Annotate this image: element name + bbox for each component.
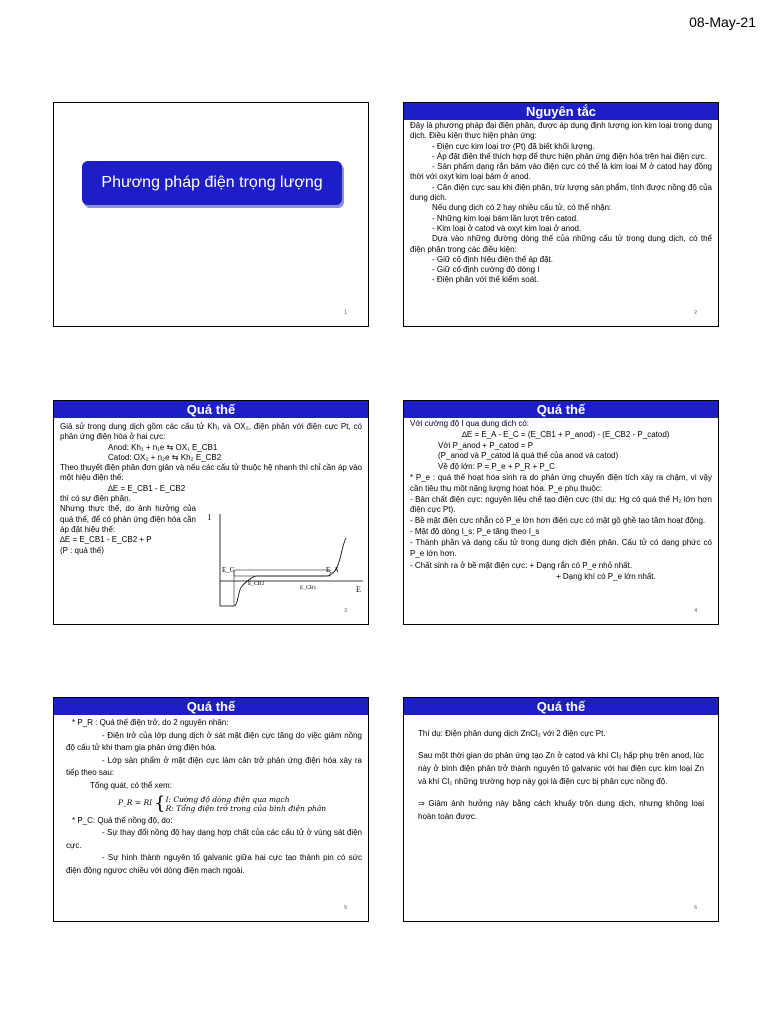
text-line: - Sản phẩm dạng rắn bám vào điện cực có thể là kim loại M ở catod hay đồng thời với oxyt kim loại bám ở anod. <box>410 162 712 182</box>
text-paragraph: Giả sử trong dung dịch gồm các cấu tử Kh₁ và OX₂, điện phân với điện cực Pt, có phản ứng điện hóa ở hai cực: <box>60 422 362 442</box>
slide-6 <box>403 697 719 922</box>
slide-number: 4 <box>694 608 697 614</box>
equation: ∆E = E_A - E_C = (E_CB1 + P_anod) - (E_CB2 - P_catod) <box>462 429 670 439</box>
slide-1 <box>53 102 369 327</box>
ec-label: E_C <box>222 566 235 574</box>
slide-2 <box>403 102 719 327</box>
text-line: * P_R : Quá thế điện trở, do 2 nguyên nhân: <box>72 718 229 727</box>
text-line: - Điện phân với thế kiểm soát. <box>432 275 539 285</box>
slide-number: 6 <box>694 905 697 911</box>
text-line: - Thành phần và dạng cấu tử trong dung dịch điện phân. Cấu tử có dạng phức có P_e lớn hơn. <box>410 537 712 558</box>
text-line: - Kim loại ở catod và oxyt kim loại ở anod. <box>432 223 582 233</box>
text-paragraph: Theo thuyết điện phân đơn giản và nếu các cấu tử thuộc hệ nhanh thì chỉ cần áp vào một hiệu điện thế: <box>60 463 362 483</box>
text-line: (P_anod và P_catod là quá thế của anod và catod) <box>438 451 619 461</box>
equation: ∆E = E_CB1 - E_CB2 + P <box>60 535 152 545</box>
slide-title: Phương pháp điện trọng lượng <box>82 161 342 205</box>
text-line: Dựa vào những đường dòng thế của những cấu tử trong dung dịch, có thể điện phân trong các điều kiện: <box>410 234 712 254</box>
text-line: - Giữ cố định cường độ dòng I <box>432 265 540 275</box>
text-line: - Những kim loại bám lần lượt trên catod. <box>432 213 579 223</box>
text-line: - Chất sinh ra ở bề mặt điện cực: + Dạng rắn có P_e nhỏ nhất. <box>410 561 633 571</box>
slide-header: Quá thế <box>404 698 718 715</box>
text-line: * P_C: Quá thế nồng độ, do: <box>72 815 173 825</box>
page-date: 08-May-21 <box>689 14 756 30</box>
formula-i-definition: I: Cường độ dòng điện qua mạch <box>165 794 290 804</box>
y-axis-label: I <box>208 513 211 522</box>
slide-number: 2 <box>694 310 697 316</box>
text-line: Đây là phương pháp đại điện phân, được áp dụng định lượng ion kim loại trong dung dịch. Điều kiện thực hiện phản ứng: <box>410 121 712 141</box>
slide-header: Quá thế <box>54 698 368 715</box>
text-line: - Áp đặt điện thế thích hợp để thực hiện phản ứng điện hóa trên hai điện cực. <box>432 151 707 161</box>
slide-body <box>404 418 718 583</box>
ea-label: E_A <box>326 566 339 574</box>
slide-body <box>404 120 718 286</box>
text-paragraph: Sau một thời gian do phản ứng tạo Zn ở catod và khí Cl₂ hấp phụ trên anod, lúc này ở bình điện phân trở thành nguyên tố galvanic với hai điện cực kim loại Zn và khí Cl₂ những trường hợp này gọi là điện cực bị phân cực nồng độ. <box>418 751 704 786</box>
slide-number: 3 <box>344 608 347 614</box>
equation: ∆E = E_CB1 - E_CB2 <box>108 483 186 493</box>
text-line: - Cân điện cực sau khi điện phân, trừ lượng sản phẩm, tính được nồng độ của dung dịch. <box>410 182 712 203</box>
slide-body <box>54 715 368 878</box>
text-line: Nếu dung dịch có 2 hay nhiều cấu tử, có thể nhận: <box>432 203 612 213</box>
equation: Với P_anod + P_catod = P <box>438 440 534 450</box>
anode-reaction: Anod: Kh₁ + n₁e ⇆ OX₁ E_CB1 <box>108 442 218 452</box>
formula-brace: { <box>154 792 166 814</box>
text-line: - Sự thay đổi nồng độ hay dạng hợp chất của các cấu tử ở vùng sát điện cực. <box>66 828 362 850</box>
text-line: - Mật độ dòng I_s: P_e tăng theo I_s <box>410 526 540 536</box>
ecb1-label: E_CB1 <box>300 585 317 591</box>
slide-header: Quá thế <box>404 401 718 418</box>
text-line: - Bản chất điện cực: nguyên liệu chế tạo điện cực (thí dụ: Hg có quá thế H₂ lớn hơn điện cực Pt). <box>410 494 712 515</box>
slide-header: Nguyên tắc <box>404 103 718 120</box>
equation: Về độ lớn: P = P_e + P_R + P_C <box>438 462 555 472</box>
slide-5 <box>53 697 369 922</box>
text-line: - Bề mặt điện cực nhẵn có P_e lớn hơn điện cực có mặt gồ ghề tạo tâm hoạt động. <box>410 516 706 526</box>
text-line: * P_e : quá thế hoạt hóa sinh ra do phản ứng chuyển điện tích xảy ra chậm, vì vậy cần tiêu thụ một năng lượng hoạt hóa. P_e phụ thuộc: <box>410 472 712 493</box>
overpotential-band <box>234 570 330 576</box>
text-line: - Điện trở của lớp dung dịch ở sát mặt điện cực tăng do việc giảm nồng độ cấu tử khi tham gia phản ứng điện hóa. <box>66 730 362 753</box>
slide-number: 5 <box>344 905 347 911</box>
text-paragraph: Nhưng thực thế, do ảnh hưởng của quá thế, để có phản ứng điện hóa cần áp đặt hiệu thế: <box>60 504 196 534</box>
slide-header: Quá thế <box>54 401 368 418</box>
text-line: - Điện cực kim loại trơ (Pt) đã biết khối lượng. <box>432 141 595 151</box>
slide-number: 1 <box>344 310 347 316</box>
slide-4 <box>403 400 719 625</box>
text-line: - Lớp sản phẩm ở mặt điện cực làm cản trở phản ứng điện hóa xảy ra tiếp theo sau: <box>66 755 362 778</box>
formula-r-definition: R: Tổng điện trở trong của bình điện phân <box>165 803 327 813</box>
ecb2-label: E_CB2 <box>248 581 265 587</box>
resistance-formula <box>60 792 362 814</box>
text-line: Tổng quát, có thể xem: <box>90 780 172 790</box>
x-axis-label: E <box>356 585 361 594</box>
slide-body <box>404 715 718 823</box>
formula-definitions <box>166 795 327 813</box>
text-line: Với cường độ I qua dung dịch có: <box>410 419 530 428</box>
text-line: - Sự hình thành nguyên tố galvanic giữa hai cực tạo thành pin có sức điện động ngược chiều với dòng điện mạch ngoài. <box>66 853 362 875</box>
text-paragraph: thì có sự điện phân. <box>60 494 131 504</box>
formula-lhs: P_R = RI <box>118 798 153 808</box>
slide-3 <box>53 400 369 625</box>
cathode-reaction: Catod: OX₂ + n₂e ⇆ Kh₂ E_CB2 <box>108 452 222 462</box>
text-paragraph: ⇒ Giảm ảnh hưởng này bằng cách khuấy trộn dung dịch, nhưng không loại hoàn toàn được. <box>418 799 704 821</box>
text-line: + Dạng khí có P_e lớn nhất. <box>556 572 656 582</box>
text-line: - Giữ cố định hiệu điện thế áp đặt. <box>432 254 553 264</box>
text-paragraph: Thí dụ: Điện phân dung dịch ZnCl₂ với 2 điện cực Pt. <box>418 729 606 738</box>
current-potential-graph <box>208 510 368 610</box>
text-paragraph: (P : quá thế) <box>60 545 104 555</box>
